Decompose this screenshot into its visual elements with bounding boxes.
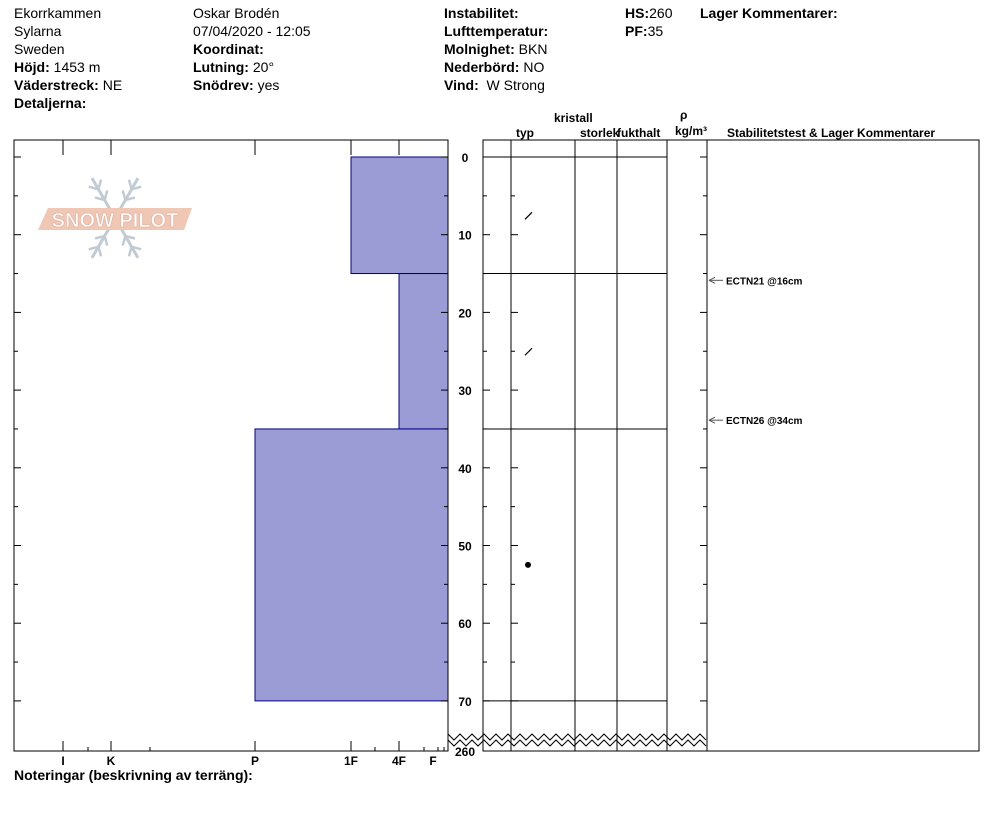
hardness-label-F: F bbox=[429, 754, 437, 768]
depth-tick-label-30: 30 bbox=[458, 384, 472, 399]
elevation-value: 1453 m bbox=[53, 59, 101, 75]
depth-bottom-label: 260 bbox=[454, 745, 476, 759]
air-temp-label: Lufttemperatur: bbox=[444, 23, 549, 39]
snow-height-label: HS: bbox=[625, 5, 650, 21]
col-density-unit: kg/m³ bbox=[675, 124, 708, 138]
terrain-notes-label: Noteringar (beskrivning av terräng): bbox=[14, 767, 253, 783]
details-label: Detaljerna: bbox=[14, 95, 87, 111]
col-density-symbol: ρ bbox=[680, 108, 688, 122]
snowflake-branch-5-1l bbox=[129, 180, 132, 190]
depth-tick-label-60: 60 bbox=[458, 617, 472, 632]
depth-tick-label-70: 70 bbox=[458, 694, 472, 709]
stability-test-label-0: ECTN21 @16cm bbox=[726, 276, 803, 288]
snowflake-branch-2-1l bbox=[98, 247, 101, 257]
snowflake-branch-2-0l bbox=[105, 236, 108, 246]
grain-symbol-0 bbox=[525, 212, 532, 219]
layer-table-frame bbox=[483, 140, 979, 751]
hardness-label-I: I bbox=[61, 754, 65, 768]
depth-tick-label-0: 0 bbox=[461, 151, 469, 165]
depth-tick-label-50: 50 bbox=[458, 539, 472, 554]
logo-wordmark: SNOW PILOT bbox=[51, 210, 179, 232]
elevation-label: Höjd: bbox=[14, 59, 50, 75]
col-size-header: storlek bbox=[580, 126, 620, 140]
location-name: Ekorrkammen bbox=[14, 5, 102, 21]
col-moisture-header: fukthalt bbox=[617, 126, 661, 140]
aspect-value: NE bbox=[102, 77, 123, 93]
aspect-label: Väderstreck: bbox=[14, 77, 99, 93]
hardness-bar-2 bbox=[255, 429, 448, 701]
foot-penetration-value: 35 bbox=[647, 23, 664, 39]
wind-loading-label: Snödrev: bbox=[193, 77, 254, 93]
grain-symbol-1 bbox=[525, 348, 532, 355]
col-type-header: typ bbox=[516, 126, 534, 140]
sky-cover-value: BKN bbox=[518, 41, 548, 57]
snowpilot-logo bbox=[38, 178, 192, 258]
layer-comments-label: Lager Kommentarer: bbox=[700, 5, 838, 21]
grain-symbol-2 bbox=[525, 562, 531, 568]
observation-datetime: 07/04/2020 - 12:05 bbox=[193, 23, 311, 39]
coordinate-label: Koordinat: bbox=[193, 41, 264, 57]
region-name: Sylarna bbox=[14, 23, 62, 39]
foot-penetration-label: PF: bbox=[625, 23, 648, 39]
sky-cover-label: Molnighet: bbox=[444, 41, 515, 57]
hardness-label-1F: 1F bbox=[343, 754, 359, 768]
hardness-label-4F: 4F bbox=[391, 754, 407, 768]
wind-value: W Strong bbox=[486, 77, 545, 93]
precipitation-label: Nederbörd: bbox=[444, 59, 520, 75]
wind-label: Vind: bbox=[444, 77, 479, 93]
slope-label: Lutning: bbox=[193, 59, 249, 75]
slope-value: 20° bbox=[252, 59, 275, 75]
precipitation-value: NO bbox=[523, 59, 545, 75]
hardness-bar-1 bbox=[399, 274, 448, 429]
snowflake-branch-4-0r bbox=[105, 190, 108, 200]
hardness-label-P: P bbox=[250, 754, 260, 768]
instability-label: Instabilitet: bbox=[444, 5, 519, 21]
hardness-bar-0 bbox=[351, 157, 448, 274]
stability-test-label-1: ECTN26 @34cm bbox=[726, 416, 803, 428]
snowflake-branch-4-1r bbox=[98, 180, 101, 190]
depth-tick-label-40: 40 bbox=[458, 461, 472, 476]
snowflake-branch-1-1r bbox=[129, 247, 132, 257]
country-name: Sweden bbox=[14, 41, 65, 57]
snowflake-branch-5-0l bbox=[123, 190, 126, 200]
col-crystal-header: kristall bbox=[554, 111, 593, 125]
snow-height-value: 260 bbox=[649, 5, 673, 21]
snowflake-branch-1-0r bbox=[123, 236, 126, 246]
col-stability-header: Stabilitetstest & Lager Kommentarer bbox=[727, 126, 936, 140]
observer-name: Oskar Brodén bbox=[193, 5, 280, 21]
depth-tick-label-20: 20 bbox=[458, 306, 472, 321]
wind-loading-value: yes bbox=[257, 77, 280, 93]
hardness-label-K: K bbox=[106, 754, 116, 768]
depth-tick-label-10: 10 bbox=[458, 228, 472, 243]
